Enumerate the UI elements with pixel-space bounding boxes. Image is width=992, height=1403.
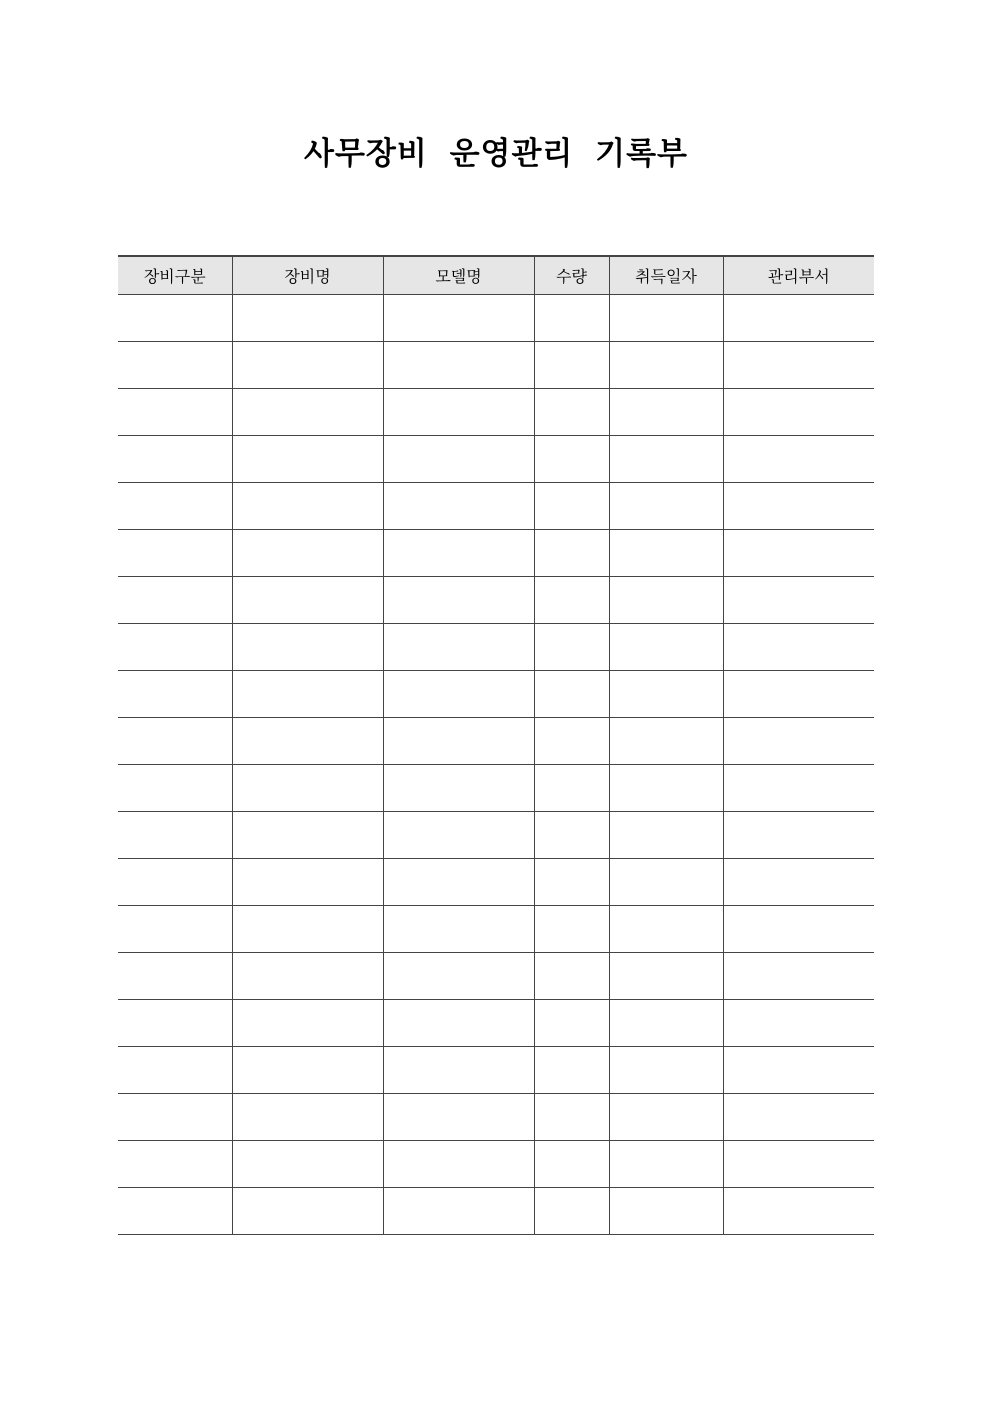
equipment-name-cell[interactable] — [232, 1000, 383, 1047]
equipment-name-cell[interactable] — [232, 718, 383, 765]
table-row — [118, 1000, 874, 1047]
table-row — [118, 1047, 874, 1094]
equipment-category-cell[interactable] — [118, 906, 232, 953]
table-row — [118, 718, 874, 765]
equipment-category-cell[interactable] — [118, 859, 232, 906]
equipment-name-cell[interactable] — [232, 577, 383, 624]
quantity-cell[interactable] — [534, 624, 609, 671]
equipment-category-cell[interactable] — [118, 389, 232, 436]
acquisition-date-cell[interactable] — [609, 812, 723, 859]
equipment-name-cell[interactable] — [232, 671, 383, 718]
equipment-category-cell[interactable] — [118, 530, 232, 577]
table-row — [118, 765, 874, 812]
table-row — [118, 342, 874, 389]
quantity-cell[interactable] — [534, 436, 609, 483]
quantity-cell[interactable] — [534, 1094, 609, 1141]
table-row — [118, 671, 874, 718]
table-row — [118, 1188, 874, 1235]
column-header-quantity: 수량 — [534, 256, 609, 295]
table-row — [118, 577, 874, 624]
model-name-cell[interactable] — [383, 812, 534, 859]
table-body — [118, 295, 874, 1235]
equipment-category-cell[interactable] — [118, 1094, 232, 1141]
model-name-cell[interactable] — [383, 718, 534, 765]
model-name-cell[interactable] — [383, 436, 534, 483]
acquisition-date-cell[interactable] — [609, 859, 723, 906]
column-header-equipment-name: 장비명 — [232, 256, 383, 295]
managing-department-cell[interactable] — [723, 389, 874, 436]
managing-department-cell[interactable] — [723, 483, 874, 530]
table-row — [118, 812, 874, 859]
acquisition-date-cell[interactable] — [609, 1000, 723, 1047]
column-header-managing-department: 관리부서 — [723, 256, 874, 295]
managing-department-cell[interactable] — [723, 765, 874, 812]
model-name-cell[interactable] — [383, 1094, 534, 1141]
model-name-cell[interactable] — [383, 906, 534, 953]
model-name-cell[interactable] — [383, 1141, 534, 1188]
equipment-name-cell[interactable] — [232, 624, 383, 671]
quantity-cell[interactable] — [534, 1000, 609, 1047]
equipment-name-cell[interactable] — [232, 765, 383, 812]
equipment-name-cell[interactable] — [232, 953, 383, 1000]
equipment-category-cell[interactable] — [118, 436, 232, 483]
quantity-cell[interactable] — [534, 389, 609, 436]
managing-department-cell[interactable] — [723, 295, 874, 342]
model-name-cell[interactable] — [383, 577, 534, 624]
acquisition-date-cell[interactable] — [609, 483, 723, 530]
equipment-name-cell[interactable] — [232, 389, 383, 436]
managing-department-cell[interactable] — [723, 1000, 874, 1047]
equipment-name-cell[interactable] — [232, 1094, 383, 1141]
equipment-category-cell[interactable] — [118, 295, 232, 342]
equipment-name-cell[interactable] — [232, 483, 383, 530]
equipment-name-cell[interactable] — [232, 342, 383, 389]
equipment-name-cell[interactable] — [232, 906, 383, 953]
acquisition-date-cell[interactable] — [609, 765, 723, 812]
quantity-cell[interactable] — [534, 483, 609, 530]
model-name-cell[interactable] — [383, 765, 534, 812]
equipment-category-cell[interactable] — [118, 1000, 232, 1047]
table-row — [118, 1094, 874, 1141]
quantity-cell[interactable] — [534, 906, 609, 953]
model-name-cell[interactable] — [383, 1000, 534, 1047]
managing-department-cell[interactable] — [723, 671, 874, 718]
acquisition-date-cell[interactable] — [609, 436, 723, 483]
page-title: 사무장비 운영관리 기록부 — [304, 136, 688, 172]
equipment-name-cell[interactable] — [232, 812, 383, 859]
acquisition-date-cell[interactable] — [609, 718, 723, 765]
quantity-cell[interactable] — [534, 1141, 609, 1188]
equipment-name-cell[interactable] — [232, 859, 383, 906]
model-name-cell[interactable] — [383, 953, 534, 1000]
model-name-cell[interactable] — [383, 389, 534, 436]
quantity-cell[interactable] — [534, 671, 609, 718]
managing-department-cell[interactable] — [723, 577, 874, 624]
equipment-category-cell[interactable] — [118, 483, 232, 530]
model-name-cell[interactable] — [383, 1047, 534, 1094]
table-row — [118, 295, 874, 342]
equipment-category-cell[interactable] — [118, 577, 232, 624]
table-row — [118, 953, 874, 1000]
managing-department-cell[interactable] — [723, 859, 874, 906]
column-header-acquisition-date: 취득일자 — [609, 256, 723, 295]
equipment-name-cell[interactable] — [232, 1047, 383, 1094]
table-row — [118, 389, 874, 436]
model-name-cell[interactable] — [383, 624, 534, 671]
managing-department-cell[interactable] — [723, 436, 874, 483]
acquisition-date-cell[interactable] — [609, 953, 723, 1000]
acquisition-date-cell[interactable] — [609, 1188, 723, 1235]
acquisition-date-cell[interactable] — [609, 342, 723, 389]
acquisition-date-cell[interactable] — [609, 577, 723, 624]
table-header-row — [118, 256, 874, 295]
managing-department-cell[interactable] — [723, 1141, 874, 1188]
managing-department-cell[interactable] — [723, 953, 874, 1000]
equipment-category-cell[interactable] — [118, 812, 232, 859]
equipment-category-cell[interactable] — [118, 671, 232, 718]
managing-department-cell[interactable] — [723, 1094, 874, 1141]
quantity-cell[interactable] — [534, 812, 609, 859]
equipment-category-cell[interactable] — [118, 765, 232, 812]
managing-department-cell[interactable] — [723, 812, 874, 859]
quantity-cell[interactable] — [534, 1188, 609, 1235]
managing-department-cell[interactable] — [723, 342, 874, 389]
model-name-cell[interactable] — [383, 859, 534, 906]
quantity-cell[interactable] — [534, 530, 609, 577]
table-row — [118, 530, 874, 577]
quantity-cell[interactable] — [534, 859, 609, 906]
table-row — [118, 624, 874, 671]
equipment-name-cell[interactable] — [232, 530, 383, 577]
managing-department-cell[interactable] — [723, 906, 874, 953]
managing-department-cell[interactable] — [723, 530, 874, 577]
table-row — [118, 483, 874, 530]
managing-department-cell[interactable] — [723, 624, 874, 671]
acquisition-date-cell[interactable] — [609, 906, 723, 953]
acquisition-date-cell[interactable] — [609, 1047, 723, 1094]
equipment-category-cell[interactable] — [118, 1047, 232, 1094]
managing-department-cell[interactable] — [723, 1047, 874, 1094]
quantity-cell[interactable] — [534, 718, 609, 765]
model-name-cell[interactable] — [383, 1188, 534, 1235]
model-name-cell[interactable] — [383, 295, 534, 342]
model-name-cell[interactable] — [383, 671, 534, 718]
acquisition-date-cell[interactable] — [609, 624, 723, 671]
model-name-cell[interactable] — [383, 483, 534, 530]
acquisition-date-cell[interactable] — [609, 1141, 723, 1188]
acquisition-date-cell[interactable] — [609, 389, 723, 436]
acquisition-date-cell[interactable] — [609, 530, 723, 577]
acquisition-date-cell[interactable] — [609, 1094, 723, 1141]
equipment-category-cell[interactable] — [118, 1188, 232, 1235]
equipment-category-cell[interactable] — [118, 624, 232, 671]
equipment-category-cell[interactable] — [118, 342, 232, 389]
managing-department-cell[interactable] — [723, 718, 874, 765]
equipment-name-cell[interactable] — [232, 1141, 383, 1188]
acquisition-date-cell[interactable] — [609, 671, 723, 718]
table-row — [118, 859, 874, 906]
column-header-equipment-category: 장비구분 — [118, 256, 232, 295]
quantity-cell[interactable] — [534, 577, 609, 624]
acquisition-date-cell[interactable] — [609, 295, 723, 342]
equipment-category-cell[interactable] — [118, 953, 232, 1000]
managing-department-cell[interactable] — [723, 1188, 874, 1235]
quantity-cell[interactable] — [534, 342, 609, 389]
equipment-ledger-table — [118, 255, 874, 1235]
table-row — [118, 1141, 874, 1188]
quantity-cell[interactable] — [534, 953, 609, 1000]
quantity-cell[interactable] — [534, 295, 609, 342]
table-row — [118, 906, 874, 953]
model-name-cell[interactable] — [383, 530, 534, 577]
equipment-category-cell[interactable] — [118, 718, 232, 765]
quantity-cell[interactable] — [534, 1047, 609, 1094]
quantity-cell[interactable] — [534, 765, 609, 812]
equipment-name-cell[interactable] — [232, 436, 383, 483]
column-header-model-name: 모델명 — [383, 256, 534, 295]
equipment-category-cell[interactable] — [118, 1141, 232, 1188]
equipment-name-cell[interactable] — [232, 1188, 383, 1235]
model-name-cell[interactable] — [383, 342, 534, 389]
equipment-name-cell[interactable] — [232, 295, 383, 342]
table-row — [118, 436, 874, 483]
